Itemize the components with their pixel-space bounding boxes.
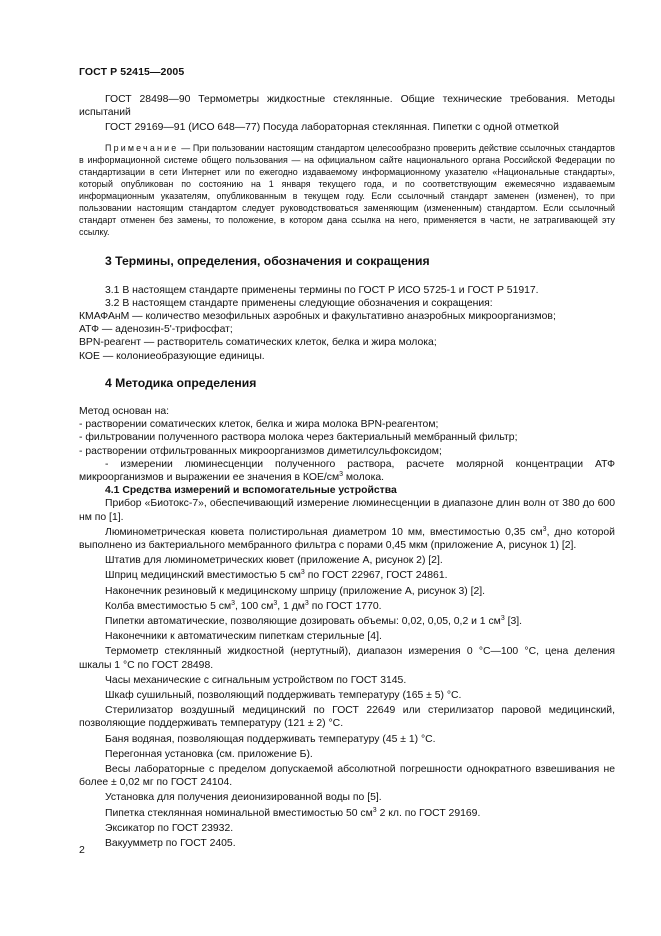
equipment-sterilizer: Стерилизатор воздушный медицинский по ГОСТ 22649 или стерилизатор паровой медицинский, позволяющие поддерживать температуру (121 ± 2) °С. [79, 705, 615, 730]
superscript: 3 [273, 599, 278, 607]
equipment-clock: Часы механические с сигнальным устройством по ГОСТ 3145. [105, 674, 407, 686]
abbr-koe: КОЕ — колониеобразующие единицы. [79, 350, 265, 362]
equipment-desiccator: Эксикатор по ГОСТ 23932. [105, 822, 234, 834]
equipment-deionizer: Установка для получения деионизированной воды по [5]. [105, 792, 382, 804]
method-step-text: - измерении люминесценции полученного раствора, расчете молярной концентрации АТФ микроорганизмов и выражении ее значения в КОЕ/см [79, 458, 615, 483]
page-content [79, 93, 615, 850]
abbr-atf: АТФ — аденозин-5'-трифосфат; [79, 324, 233, 336]
equipment-drying-cabinet: Шкаф сушильный, позволяющий поддерживать температуру (165 ± 5) °С. [105, 690, 462, 702]
equipment-text: Колба вместимостью 5 см [105, 600, 232, 612]
equipment-text: по ГОСТ 22967, ГОСТ 24861. [304, 570, 448, 582]
section-3-title: 3 Термины, определения, обозначения и сокращения [105, 254, 430, 269]
note-label: Примечание [105, 142, 179, 153]
note-text: — При пользовании настоящим стандартом целесообразно проверить действие ссылочных стандартов в информационной системе общего пользования — на официальном сайте национального органа Российской Федерации по стандартизации в сети Интернет или по ежегодно издаваемому информационному указателю «Национальные стандарты», который опубликован по состоянию на 1 января текущего года, и по соответствующим ежемесячно издаваемым информационным указателям, опубликованным в текущем году. Если ссылочный стандарт заменен (изменен), то при пользовании настоящим стандартом следует руководствоваться заменяющим (измененным) стандартом. Если ссылочный стандарт отменен без замены, то положение, в котором дана ссылка на него, применяется в части, не затрагивающей эту ссылку. [79, 142, 615, 238]
clause-3-2: 3.2 В настоящем стандарте применены следующие обозначения и сокращения: [105, 297, 493, 309]
clause-3-1: 3.1 В настоящем стандарте применены термины по ГОСТ Р ИСО 5725-1 и ГОСТ Р 51917. [105, 284, 539, 296]
method-step: - фильтровании полученного раствора молока через бактериальный мембранный фильтр; [79, 432, 518, 444]
equipment-water-bath: Баня водяная, позволяющая поддерживать температуру (45 ± 1) °С. [105, 733, 436, 745]
superscript: 3 [300, 569, 305, 577]
equipment-biotox: Прибор «Биотокс-7», обеспечивающий измерение люминесценции в диапазоне длин волн от 380 до 600 нм по [1]. [79, 498, 615, 523]
abbr-bpn: BPN-реагент — растворитель соматических клеток, белка и жира молока; [79, 337, 437, 349]
reference-note [79, 142, 615, 239]
equipment-text: , 100 см [235, 600, 274, 612]
superscript: 3 [372, 806, 377, 814]
method-intro: Метод основан на: [79, 405, 170, 417]
method-step: - растворении отфильтрованных микроорганизмов диметилсульфоксидом; [79, 445, 442, 457]
superscript: 3 [304, 599, 309, 607]
superscript: 3 [339, 471, 344, 478]
equipment-cuvette [79, 526, 615, 552]
subsection-4-1-title: 4.1 Средства измерений и вспомогательные устройства [105, 485, 397, 497]
reference-gost-28498: ГОСТ 28498—90 Термометры жидкостные стеклянные. Общие технические требования. Методы испытаний [79, 94, 615, 119]
equipment-text: Пипетки автоматические, позволяющие дозировать объемы: 0,02, 0,05, 0,2 и 1 см [105, 616, 501, 628]
standard-header: ГОСТ Р 52415—2005 [79, 66, 185, 78]
method-step-tail: молока. [343, 472, 385, 483]
superscript: 3 [542, 525, 547, 533]
superscript: 3 [500, 615, 505, 623]
equipment-text: 2 кл. по ГОСТ 29169. [376, 807, 481, 819]
equipment-text: , дно которой выполнено из бактериального мембранного фильтра с порами 0,45 мкм (приложение А, рисунок 1) [2]. [79, 526, 615, 552]
equipment-pipettes [79, 615, 615, 628]
equipment-distiller: Перегонная установка (см. приложение Б). [105, 748, 313, 760]
equipment-text: Шприц медицинский вместимостью 5 см [105, 570, 301, 582]
equipment-tip: Наконечник резиновый к медицинскому шприцу (приложение А, рисунок 3) [2]. [105, 585, 486, 597]
equipment-syringe [79, 569, 615, 582]
superscript: 3 [231, 599, 236, 607]
method-step: - растворении соматических клеток, белка и жира молока BPN-реагентом; [79, 419, 439, 431]
page-number: 2 [79, 844, 85, 856]
equipment-text: [3]. [504, 616, 523, 628]
equipment-glass-pipette [79, 807, 615, 820]
equipment-flask [79, 600, 615, 613]
reference-gost-29169: ГОСТ 29169—91 (ИСО 648—77) Посуда лабораторная стеклянная. Пипетки с одной отметкой [105, 122, 559, 134]
equipment-text: по ГОСТ 1770. [308, 600, 382, 612]
equipment-text: Пипетка стеклянная номинальной вместимостью 50 см [105, 807, 373, 819]
equipment-vacuum-gauge: Вакуумметр по ГОСТ 2405. [105, 838, 236, 850]
section-4-title: 4 Методика определения [105, 375, 257, 390]
equipment-text: Люминометрическая кювета полистирольная диаметром 10 мм, вместимостью 0,35 см [105, 526, 543, 538]
abbr-kmafanm: КМАФАнМ — количество мезофильных аэробных и факультативно анаэробных микроорганизмов; [79, 310, 556, 322]
equipment-scales: Весы лабораторные с пределом допускаемой абсолютной погрешности однократного взвешивания не более ± 0,02 мг по ГОСТ 24104. [79, 764, 615, 789]
equipment-pipette-tips: Наконечники к автоматическим пипеткам стерильные [4]. [105, 631, 382, 643]
method-step [79, 458, 615, 484]
equipment-tripod: Штатив для люминометрических кювет (приложение А, рисунок 2) [2]. [105, 555, 443, 567]
equipment-thermometer: Термометр стеклянный жидкостной (нертутный), диапазон измерения 0 °С—100 °С, цена деления шкалы 1 °С по ГОСТ 28498. [79, 646, 615, 671]
equipment-text: , 1 дм [277, 600, 305, 612]
